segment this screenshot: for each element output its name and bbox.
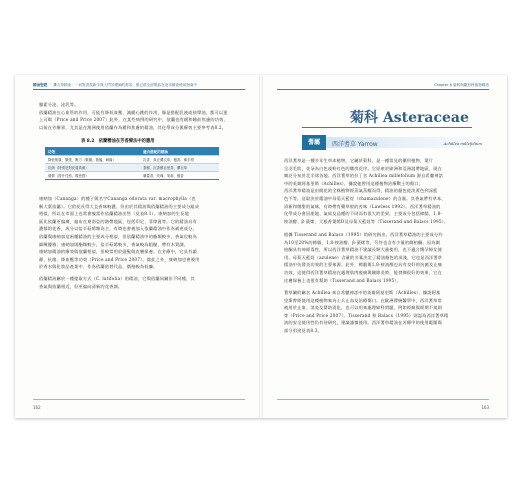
right-page bbox=[262, 75, 507, 418]
section-title-rule bbox=[302, 127, 472, 128]
oil-table bbox=[45, 147, 219, 180]
right-running-header: Chapter 8 菊科與繖形科植物精油 bbox=[434, 83, 489, 87]
right-footer-rule bbox=[277, 399, 489, 400]
table-cell: 乳香、真正薰衣草、檀香、佛手柑 bbox=[143, 158, 194, 162]
table-header-cell: 適合搭配的精油 bbox=[143, 150, 169, 154]
left-paragraph-2: 康納加（Cananga）的種子與名字Cananga odorata var. macrophylla（也 稱大葉依蘭）。它的花長得大且香味較濃，但由於其精油與依蘭精油的主要成分組成 相似，所以在市面上也常會被當作依蘭精油出售（見表8.1）。康納加的生長地 區比依蘭更偏廣，遍布在東南亞的熱帶地區，包括印尼、菲律賓等。它的精油具有 濃郁的花香，成分以倍半萜烯類為主，有時也會被加入依蘭精油中作為補充成分。 依蘭與康納加這兩種精油的主要成分相似，但依蘭精油中的酯類較多，香氣也較為 細緻優雅；康納加則酯類較少，倍半萜烯較多，香氣較為粗糙、帶有木質調。 康納加精油的療效與依蘭相似，但較常用於頭髮與皮膚保養。在芳療中，它具有鎮 靜、抗菌、降血壓等功效（Price and Price 2007）。除此之外，康納加也會被用 於香水與化妝品產業中，作為依蘭的替代品，價格較為低廉。 bbox=[39, 196, 200, 270]
plant-genus-tag: 蓍屬 bbox=[302, 135, 326, 150]
left-paragraph-3: 依蘭精油屬於一種提取方式（C. latifolia）的精油，它與依蘭同屬但不同種，其 香氣與依蘭相近，但更偏向清新的花香調。 bbox=[39, 276, 195, 289]
table-cell: 茶樹、沉香醇百里香、薰衣草 bbox=[143, 166, 188, 170]
left-paragraph-1: 腺素分泌、泌乳等。 依蘭精油在心血管的作用，可能有降低血壓、減緩心跳的作用，像是搭配乳液或按摩油，都可以達 上可喝（Price and Price 2007）此外，在某些病例的研究中，依蘭也有緩和睡前焦慮的功效， 以前在芳療界，尤其是在澳洲使用依蘭作為緩和焦慮的精油，其化學成分與療效主要參考表8.2。 bbox=[39, 102, 228, 130]
table-header-cell: 功效 bbox=[48, 150, 56, 154]
book-spread bbox=[15, 75, 507, 418]
left-page-number: 162 bbox=[33, 405, 41, 410]
table-cell: 廣藿香、玫瑰、茉莉、檀香 bbox=[143, 174, 184, 178]
table-row bbox=[45, 163, 219, 171]
left-footer-rule bbox=[33, 399, 245, 400]
left-page bbox=[15, 75, 260, 418]
table-cell: 抗菌（特別是對皮膚真菌） bbox=[48, 166, 89, 170]
right-page-number: 163 bbox=[481, 405, 489, 410]
table-title: 表 8.2 依蘭精油在芳香療法中的應用 bbox=[81, 139, 155, 144]
table-row bbox=[45, 171, 219, 179]
right-paragraph-3: 蓍草屬的屬名 Achillea 來自希臘神話中的英雄阿基里斯（Achilles），據說阿基 里斯曾經使用這種植物來為士兵止血及治療傷口。在歐洲傳統醫學中，西洋蓍草常 被用於止血、消炎及幫助消化，也可以用來處理婦科問題，例如經痛與經期不規則 等（Price and Price 2007）。Tisserand 和 Balacs（1995）則認為西洋蓍草精 油的安全使用性仍有待研究，建議謹慎使用。西洋蓍草精油在芳療中的使用範圍與 部分用途見表8.3。 bbox=[284, 290, 449, 333]
table-row bbox=[45, 155, 219, 163]
left-running-header: 精油聖經 ｜ 薰衣草精油：一切對香氛新手與入門芳療師的需求，都已經全部集結在這本精油使用指南中 bbox=[33, 83, 198, 87]
table-cell: 降低焦慮、緊張、壓力（緊繃、抽搐、刺痛） bbox=[48, 158, 116, 162]
left-header-rule bbox=[33, 89, 245, 90]
right-header-rule bbox=[277, 89, 489, 90]
table-header-row bbox=[45, 148, 219, 155]
table-cell: 催情（提升性慾、親密感） bbox=[48, 174, 89, 178]
right-paragraph-1: 西洋蓍草是一種多年生草本植物，它屬於菊科，是一種常見的藥用植物，葉片 呈羽毛狀，花朵為白色或粉紅色的繖房花序。它原產於歐洲和亞洲溫帶地區，現在 廣泛分布於北半球各地。西洋蓍草的拉丁名 Achillea millefolium 源自希臘神話 中的英雄阿基里斯（Achilles），據說他曾用這種植物治療戰士的傷口。 西洋蓍草精油是由開花的全株植物經蒸氣蒸餾而得，精油的顏色從淡黃色到深藍 色不等，這取決於精油中母菊天藍烴（chamazulene）的含量。其香氣帶有草本、 清新和微甜的氣味，有時帶有藥草般的苦味（Lawless 1992）。西洋蓍草精油的 化學成分會因產地、氣候及品種的不同而有很大的差異，主要成分包括樟腦、1,8- 桉油醇、β-蒎烯、大根香葉烯D及母菊天藍烴等（Tisserand and Balacs 1995）。 bbox=[284, 158, 449, 224]
right-paragraph-2: 根據 Tisserand and Balacs（1995）的研究指出，西洋蓍草精油的主要成分約 為10至20%的樟腦、1,8-桉油醇、β-蒎烯等，另外也含有少量的側柏酮。因為側 柏酮具有神經毒性，所以西洋蓍草精油不建議長期大量使用，也不適合懷孕婦女使 用。母菊天藍烴（azulene）含量的多寡決定了精油顏色的深淺，它也是西洋蓍草 精油中抗發炎功效的主要來源。此外，樟腦與1,8-桉油醇也具有良好的抗菌及止痛 功效，這使得西洋蓍草精油在處理肌肉痠痛與關節炎時，能發揮很好的效果，它在 皮膚保養上也很有幫助（Tisserand and Balacs 1995）。 bbox=[284, 232, 443, 283]
plant-latin-name: Achillea millefolium bbox=[443, 141, 482, 146]
plant-name: 西洋蓍草 Yarrow bbox=[332, 141, 378, 148]
section-title: 菊科 Asteraceae bbox=[350, 110, 469, 126]
